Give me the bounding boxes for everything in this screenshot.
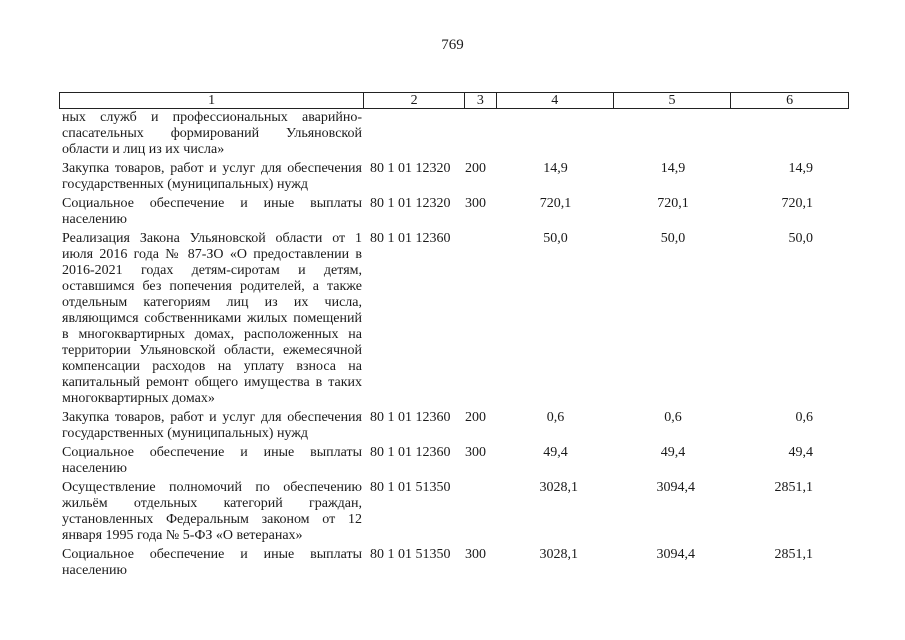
column-header-4: 4 xyxy=(497,93,614,108)
row-name: Реализация Закона Ульяновской области от 1 июля 2016 года № 87-ЗО «О предоставлении в 2016-2021 годах детям-сиротам и детям, оставшимся без попечения родителей, а также отдельным категориям лиц из их числа, являющимся собственниками жилых помещений в многоквартирных домах, расположенных на территории Ульяновской области, ежемесячной компенсации расходов на уплату взноса на капитальный ремонт общего имущества в таких многоквартирных домах» xyxy=(62,231,362,406)
table-row xyxy=(59,110,849,158)
row-name: Осуществление полномочий по обеспечению жильём отдельных категорий граждан, установленных Федеральным законом от 12 января 1995 года № 5-ФЗ «О ветеранах» xyxy=(62,480,362,543)
row-value-2: 720,1 xyxy=(657,196,689,211)
row-value-3: 0,6 xyxy=(795,410,813,425)
row-value-2: 49,4 xyxy=(660,445,686,460)
row-value-3 xyxy=(732,110,849,158)
column-header-6: 6 xyxy=(786,93,794,108)
table-row xyxy=(59,161,849,193)
table-row xyxy=(59,547,849,579)
column-header-1: 1 xyxy=(60,93,364,108)
row-value-1: 0,6 xyxy=(546,410,565,425)
row-value-2: 0,6 xyxy=(664,410,682,425)
row-value-3: 2851,1 xyxy=(774,547,813,562)
table-row xyxy=(59,231,849,407)
column-header-3: 3 xyxy=(465,93,497,108)
row-code: 80 1 01 12360 xyxy=(370,445,451,460)
row-code xyxy=(364,110,465,158)
row-value-3: 50,0 xyxy=(788,231,813,246)
table-header xyxy=(59,92,849,109)
table-row xyxy=(59,445,849,477)
row-value-3: 2851,1 xyxy=(774,480,813,495)
row-value-3: 49,4 xyxy=(788,445,813,460)
row-value-1: 720,1 xyxy=(539,196,572,211)
row-code: 80 1 01 12360 xyxy=(370,231,451,246)
row-type xyxy=(465,480,497,544)
row-type: 300 xyxy=(465,547,486,562)
row-code: 80 1 01 51350 xyxy=(370,480,451,495)
row-value-1: 49,4 xyxy=(543,445,568,460)
row-value-2: 50,0 xyxy=(660,231,686,246)
row-value-3: 14,9 xyxy=(788,161,813,176)
column-header-2: 2 xyxy=(364,93,465,108)
budget-table xyxy=(59,92,849,579)
row-name: Социальное обеспечение и иные выплаты населению xyxy=(62,445,362,476)
row-type: 200 xyxy=(465,410,486,425)
row-name: ных служб и профессиональных аварийно-спасательных формирований Ульяновской области и лиц из их числа» xyxy=(62,110,362,157)
row-code: 80 1 01 51350 xyxy=(370,547,451,562)
row-value-1 xyxy=(497,110,614,158)
row-value-1: 3028,1 xyxy=(539,480,578,495)
row-name: Закупка товаров, работ и услуг для обеспечения государственных (муниципальных) нужд xyxy=(62,410,362,441)
row-value-1: 50,0 xyxy=(543,231,568,246)
row-name: Закупка товаров, работ и услуг для обеспечения государственных (муниципальных) нужд xyxy=(62,161,362,192)
row-value-2 xyxy=(614,110,732,158)
row-code: 80 1 01 12360 xyxy=(370,410,451,425)
row-value-2: 3094,4 xyxy=(656,547,695,562)
row-code: 80 1 01 12320 xyxy=(370,161,451,176)
row-type: 300 xyxy=(465,445,486,460)
row-type xyxy=(465,110,497,158)
row-code: 80 1 01 12320 xyxy=(370,196,451,211)
row-type: 300 xyxy=(465,196,486,211)
row-type xyxy=(465,231,497,407)
row-name: Социальное обеспечение и иные выплаты населению xyxy=(62,547,362,578)
row-value-2: 3094,4 xyxy=(656,480,695,495)
row-name: Социальное обеспечение и иные выплаты населению xyxy=(62,196,362,227)
row-value-1: 3028,1 xyxy=(539,547,578,562)
table-row xyxy=(59,196,849,228)
table-row xyxy=(59,480,849,544)
column-header-5: 5 xyxy=(614,93,732,108)
row-value-3: 720,1 xyxy=(781,196,813,211)
row-value-2: 14,9 xyxy=(660,161,686,176)
page-number: 769 xyxy=(441,37,464,53)
row-type: 200 xyxy=(465,161,486,176)
row-value-1: 14,9 xyxy=(543,161,568,176)
table-row xyxy=(59,410,849,442)
